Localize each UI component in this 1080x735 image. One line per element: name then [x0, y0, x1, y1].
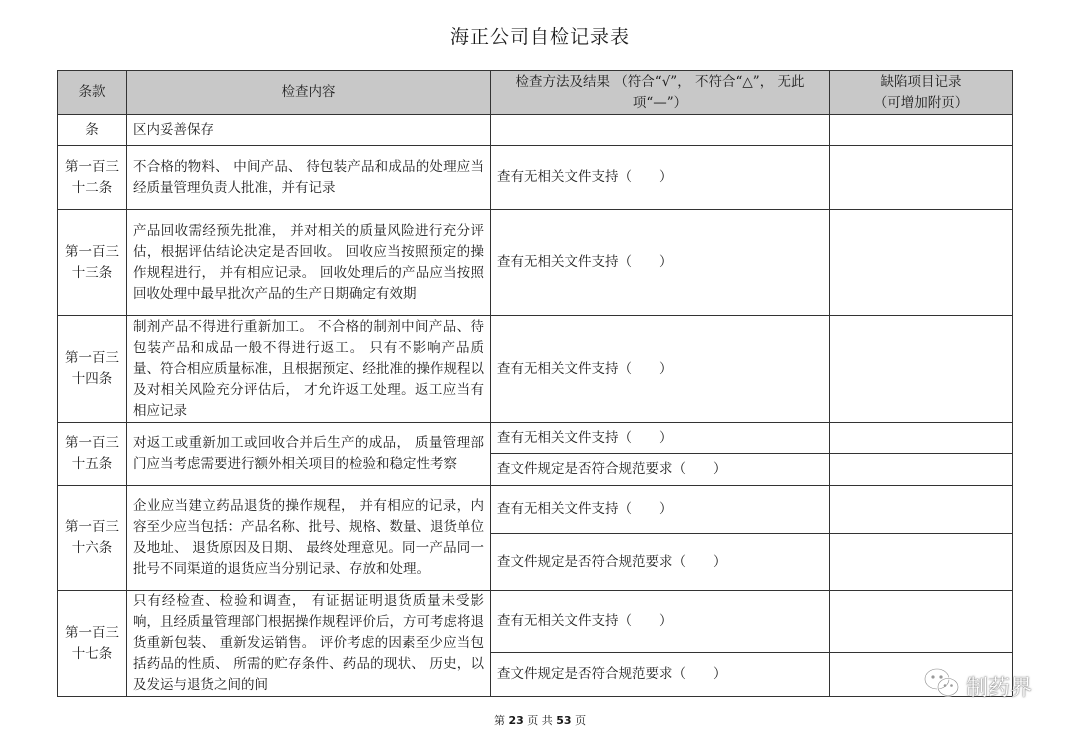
watermark-text: 制药界: [966, 675, 1033, 701]
clause-cell: 第一百三十七条: [58, 591, 127, 697]
table-row: [58, 146, 1013, 210]
clause-cell: 第一百三十四条: [58, 316, 127, 423]
table-row: [58, 115, 1013, 146]
watermark: [922, 666, 1032, 706]
content-cell: 制剂产品不得进行重新加工。 不合格的制剂中间产品、待包装产品和成品一般不得进行返工。 只有不影响产品质量、符合相应质量标准，且根据预定、经批准的操作规程以及对相关风险充分评估后， 才允许返工处理。返工应当有相应记录: [127, 316, 491, 423]
content-cell: 对返工或重新加工或回收合并后生产的成品， 质量管理部门应当考虑需要进行额外相关项目的检验和稳定性考察: [127, 423, 491, 486]
defect-cell[interactable]: [830, 146, 1013, 210]
method-cell: 查有无相关文件支持（ ）: [491, 210, 830, 316]
method-cell: 查文件规定是否符合规范要求（ ）: [491, 534, 830, 591]
method-cell: 查有无相关文件支持（ ）: [491, 423, 830, 454]
defect-cell[interactable]: [830, 423, 1013, 454]
content-cell: 产品回收需经预先批准， 并对相关的质量风险进行充分评估，根据评估结论决定是否回收。 回收应当按照预定的操作规程进行， 并有相应记录。 回收处理后的产品应当按照回收处理中最早批次产品的生产日期确定有效期: [127, 210, 491, 316]
method-cell: 查文件规定是否符合规范要求（ ）: [491, 454, 830, 486]
method-cell: 查文件规定是否符合规范要求（ ）: [491, 653, 830, 697]
defect-cell[interactable]: [830, 486, 1013, 534]
defect-cell[interactable]: [830, 115, 1013, 146]
clause-cell: 第一百三十六条: [58, 486, 127, 591]
method-cell: [491, 115, 830, 146]
clause-cell: 第一百三十三条: [58, 210, 127, 316]
wechat-icon: [922, 666, 962, 706]
header-clause: 条款: [58, 71, 127, 115]
table-row: [58, 210, 1013, 316]
method-cell: 查有无相关文件支持（ ）: [491, 146, 830, 210]
table-header-row: [58, 71, 1013, 115]
clause-cell: 条: [58, 115, 127, 146]
defect-cell[interactable]: [830, 316, 1013, 423]
method-cell: 查有无相关文件支持（ ）: [491, 486, 830, 534]
footer-suffix: 页: [575, 714, 587, 727]
footer-middle: 页 共: [527, 714, 553, 727]
footer-prefix: 第: [493, 714, 505, 727]
table-row: [58, 591, 1013, 653]
page-footer: [0, 712, 1080, 728]
table-row: [58, 423, 1013, 454]
defect-cell[interactable]: [830, 591, 1013, 653]
table-row: [58, 486, 1013, 534]
defect-cell[interactable]: [830, 454, 1013, 486]
clause-cell: 第一百三十五条: [58, 423, 127, 486]
header-content: 检查内容: [127, 71, 491, 115]
document-title: 海正公司自检记录表: [449, 26, 630, 48]
content-cell: 只有经检查、检验和调查， 有证据证明退货质量未受影响，且经质量管理部门根据操作规程评价后，方可考虑将退货重新包装、 重新发运销售。 评价考虑的因素至少应当包括药品的性质、 所需的贮存条件、药品的现状、 历史，以及发运与退货之间的间: [127, 591, 491, 697]
content-cell: 区内妥善保存: [127, 115, 491, 146]
method-cell: 查有无相关文件支持（ ）: [491, 316, 830, 423]
defect-cell[interactable]: [830, 210, 1013, 316]
table-row: [58, 316, 1013, 423]
method-cell: 查有无相关文件支持（ ）: [491, 591, 830, 653]
inspection-table: [57, 70, 1013, 697]
content-cell: 不合格的物料、 中间产品、 待包装产品和成品的处理应当经质量管理负责人批准，并有记录: [127, 146, 491, 210]
defect-cell[interactable]: [830, 534, 1013, 591]
header-method: 检查方法及结果 （符合“√”， 不符合“△”， 无此项“—”）: [491, 71, 830, 115]
clause-cell: 第一百三十二条: [58, 146, 127, 210]
content-cell: 企业应当建立药品退货的操作规程， 并有相应的记录，内容至少应当包括：产品名称、批号、规格、数量、退货单位及地址、 退货原因及日期、 最终处理意见。同一产品同一批号不同渠道的退货应当分别记录、存放和处理。: [127, 486, 491, 591]
header-defect: 缺陷项目记录 （可增加附页）: [830, 71, 1013, 115]
footer-total-pages: 53: [556, 714, 572, 727]
footer-page-number: 23: [508, 714, 524, 727]
